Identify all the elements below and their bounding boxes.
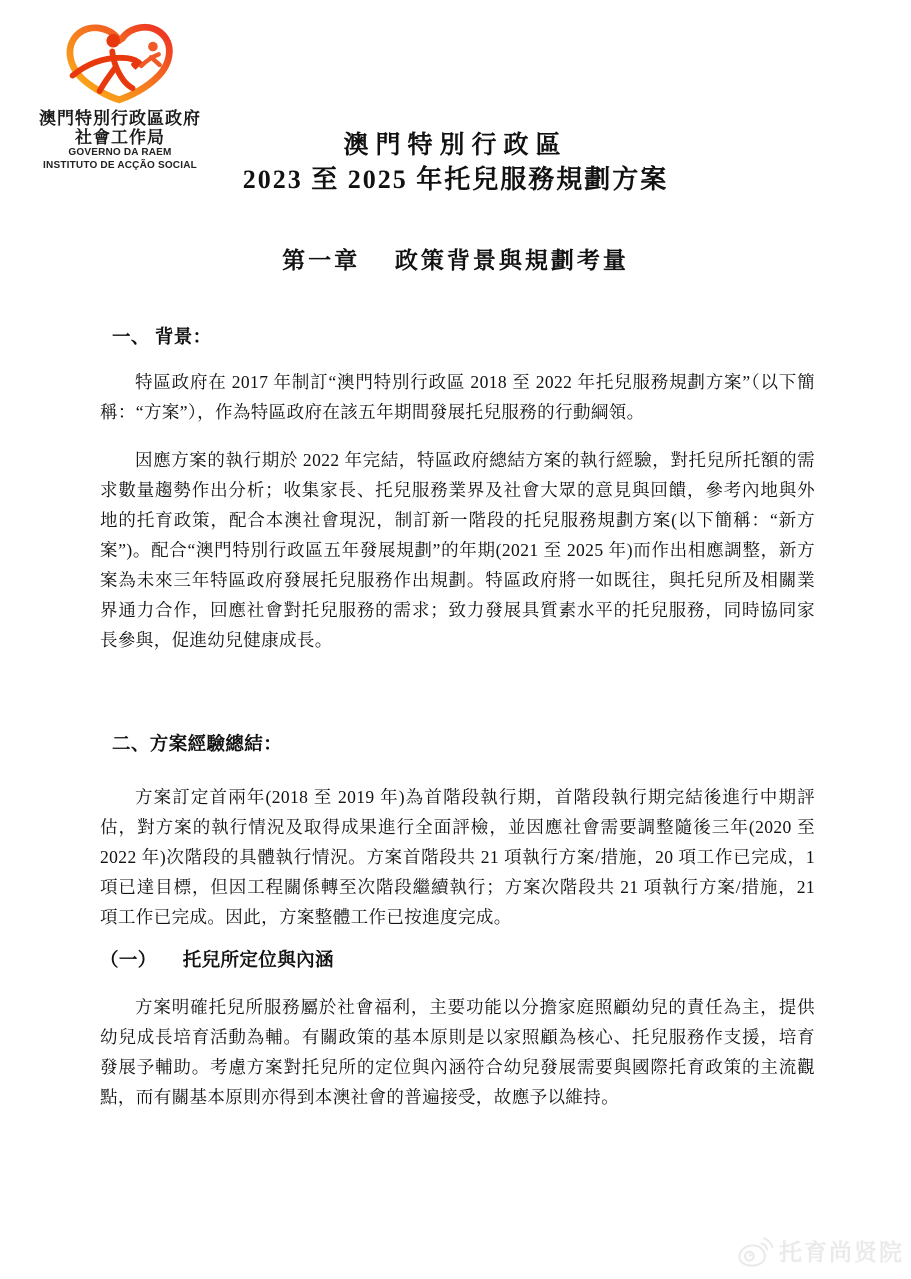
section-2-heading: 二、方案經驗總結： [112, 735, 283, 755]
org-logo-block [26, 20, 214, 172]
org-name-pt-line2: INSTITUTO DE ACÇÃO SOCIAL [43, 159, 197, 171]
weibo-icon [736, 1235, 774, 1267]
ias-heart-logo-icon [59, 20, 181, 106]
subsection-1-number: （一） [100, 951, 157, 971]
document-body [100, 326, 815, 1112]
org-name-zh-line1: 澳門特別行政區政府 [39, 109, 201, 128]
subsection-1-heading [100, 948, 815, 974]
doc-title-line-1: 澳門特別行政區 [343, 132, 568, 159]
section-1-heading: 一、 背景： [112, 328, 212, 348]
watermark [736, 1234, 904, 1267]
watermark-text: 托育尚贤院 [779, 1239, 904, 1265]
section-1-paragraph-1: 特區政府在 2017 年制訂“澳門特別行政區 2018 至 2022 年托兒服務規劃方案”（以下簡稱：“方案”），作為特區政府在該五年期間發展托兒服務的行動綱領。 [100, 372, 815, 422]
chapter-heading: 第一章 政策背景與規劃考量 [282, 248, 629, 273]
org-name-zh-line2: 社會工作局 [75, 128, 165, 147]
subsection-1-title: 托兒所定位與內涵 [182, 951, 334, 971]
org-name-pt-line1: GOVERNO DA RAEM [68, 147, 172, 158]
doc-title-line-2: 2023 至 2025 年托兒服務規劃方案 [242, 165, 669, 194]
subsection-1-paragraph-1: 方案明確托兒所服務屬於社會福利，主要功能以分擔家庭照顧幼兒的責任為主，提供幼兒成長培育活動為輔。有關政策的基本原則是以家照顧為核心、托兒服務作支援，培育發展予輔助。考慮方案對托兒所的定位與內涵符合幼兒發展需要與國際托育政策的主流觀點，而有關基本原則亦得到本澳社會的普遍接受，故應予以維持。 [100, 997, 815, 1107]
section-1-paragraph-2: 因應方案的執行期於 2022 年完結，特區政府總結方案的執行經驗，對托兒所托額的需求數量趨勢作出分析；收集家長、托兒服務業界及社會大眾的意見與回饋，參考內地與外地的托育政策，配合本澳社會現況，制訂新一階段的托兒服務規劃方案(以下簡稱：“新方案”)。配合“澳門特別行政區五年發展規劃”的年期(2021 至 2025 年)而作出相應調整，新方案為未來三年特區政府發展托兒服務作出規劃。特區政府將一如既往，與托兒所及相關業界通力合作，回應社會對托兒服務的需求；致力發展具質素水平的托兒服務，同時協同家長參與，促進幼兒健康成長。 [100, 450, 815, 650]
section-2-paragraph-1: 方案訂定首兩年(2018 至 2019 年)為首階段執行期，首階段執行期完結後進行中期評估，對方案的執行情況及取得成果進行全面評檢，並因應社會需要調整隨後三年(2020 至 2022 年)次階段的具體執行情況。方案首階段共 21 項執行方案/措施，20 項工作已完成，1 項已達目標，但因工程關係轉至次階段繼續執行；方案次階段共 21 項執行方案/措施，21 項工作已完成。因此，方案整體工作已按進度完成。 [100, 787, 815, 927]
